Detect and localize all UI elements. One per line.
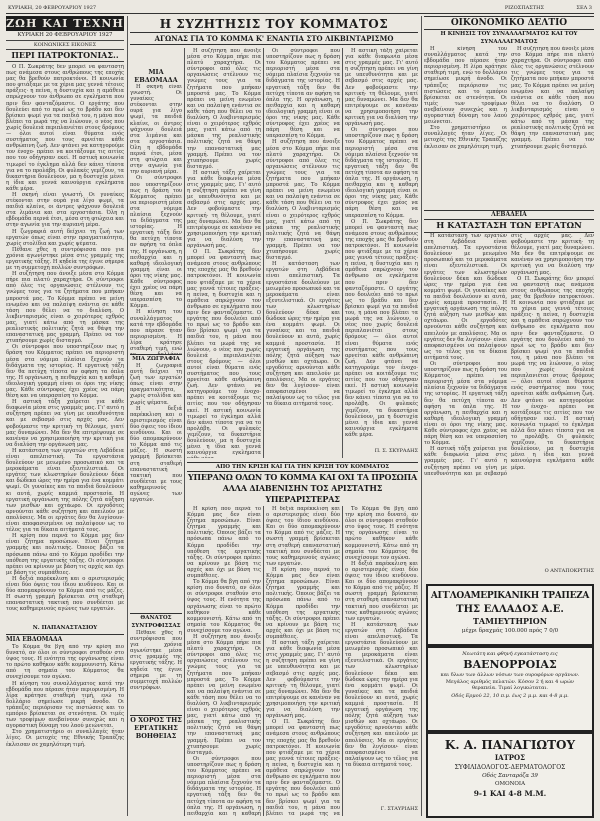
clinic-top-line: Νεωτάτη και φθηνή εγκατάσταση εις [462, 651, 558, 657]
column-divider-5 [263, 506, 264, 816]
week-paragraph-3: Η κίνηση του συναλλάγματος κατά την εβδομάδα που πέρασε ήταν περιορισμένη. Η λίρα κράτησε σταθερή τιμή, ενώ [130, 309, 182, 353]
header-page-number: ΣΕΛ 3 [576, 5, 592, 11]
section-location: ΛΕΒΑΔΕΙΑ [424, 210, 594, 219]
crisis-col-1 [187, 506, 261, 816]
column-divider-4 [342, 48, 343, 458]
death-title: ΘΑΝΑΤΟΣ ΣΥΝΤΡΟΦΙΣΣΑΣ [131, 615, 181, 629]
center-paragraph-3c: Ο Π. Σωκράτης δεν μπορεί να φανταστή πως ανάμεσα στους ανθρώπους της εποχής μας θα βρεθούν πατροκτόνοι. Η κοινωνία που φτιάξαμε με τα χέρια μας γεννά τέτοιες πράξεις· η πείνα, η δυστυχία και η αμάθεια σπρώχνουν τον άνθρωπο σε εγκλήματα που πριν δεν φανταζόμαστε. Ο εργάτης που δουλεύει από το πρωί ως το βράδυ και δεν βρίσκει ψωμί για τα παιδιά του, η μάνα που βλέπει τα μωρά της να λιώνουν, ο νέος που χωρίς δουλειά περιπλανιέται στους δρόμους — όλοι αυτοί είναι θύματα ενός συστήματος που τους αρνείται κάθε ανθρώπινη ζωή. Δεν φτάνει να κατηγορούμε τον ένοχο· πρέπει να κοιτάξουμε τις αιτίες που τον οδήγησαν εκεί. Η αστική κοινωνία τιμωρεί το έγκλημα αλλά δεν κάνει τίποτα για να το προλάβη. Οι φυλακές γεμίζουν, τα δικαστήρια δουλεύουν, μα η δυστυχία μένει η ίδια και γεννά καινούργια εγκλήματα κάθε μέρα. [345, 218, 418, 438]
crisis-paragraph-2c: Η αστική τάξη χαίρεται για κάθε διαφωνία μέσα στις γραμμές μας. Γι' αυτό η συζήτηση πρέπει να γίνη με υπευθυνότητα και με σεβασμό στις αρχές μας. Δεν φοβούμαστε την κριτική· τη θέλουμε, γιατί μας δυναμώνει. Μα δεν θα επιτρέψουμε σε κανέναν να χρησιμοποιήση την κριτική για να διαλύση την οργάνωσή μας. [266, 640, 340, 720]
column-divider [127, 16, 128, 816]
crisis-headline: ΥΠΕΡΑΝΩ ΟΛΩΝ ΤΟ ΚΟΜΜΑ ΚΑΙ ΟΧΙ ΤΑ ΠΡΟΣΩΠΑ ΑΛΛΑ ΔΙΑΒΕΝΙΣΗΝ ΤΟΣ ΑΡΙΣΤΑΤΗΣ ΥΠΕΡΑΡΙΣΤΕΡΑΣ [188, 472, 417, 502]
bank-advertisement [426, 584, 594, 646]
crisis-paragraph-1d: Οι σύντροφοι που υποστηρίζουν πως η δράση του Κόμματος πρέπει να περιοριστή μέσα στα νόμιμα πλαίσια ξεχνούν τα διδάγματα της ιστορίας. Η εργατική τάξη δεν θα πετύχη τίποτα αν αφήση τα όπλα της. Η οργάνωση, η πειθαρχία και η καθαρή [187, 755, 261, 816]
crisis-paragraph-1c: Η συζήτηση που άνοιξε μέσα στο Κόμμα πήρε πια πλατύ χαραχτήρα. Οι σύντροφοι από όλες τις οργανώσεις στέλνουν τις γνώμες τους για τα ζητήματα που μπήκαν μπροστά μας. Το Κόμμα πρέπει να μείνη ενωμένο και να παλαίψη ενάντια σε κάθε τάση που θέλει να το διαλύση. Ο λικβινταρισμός είναι ο χειρότερος εχθρός μας, γιατί κάτω από τη μάσκα της ρεαλιστικής πολιτικής ζητά να θάψη την επαναστατική μας γραμμή. Πρέπει να τον χτυπήσουμε χωρίς δισταγμό. [187, 633, 261, 756]
economic-subheadline: Η ΚΙΝΗΣΙΣ ΤΟΥ ΣΥΝΑΛΛΑΓΜΑΤΟΣ ΚΑΙ ΤΟΥ ΣΥΝΑΛΛΑΓΜΑΤΟΣ [440, 31, 578, 45]
doctor-name: Κ. Α. ΠΑΝΑΓΙΩΤΟΥ [444, 738, 576, 752]
subhead-paragraph: Το Κόμμα θα βγη από την κρίση πιο δυνατό, αν όλοι οι σύντροφοι σταθούν στο ύψος τους. Η ενότητα της οργάνωσης είναι το πρώτο καθήκον κάθε κομμουνιστή. Κάτω από τη σημαία του Κόμματος θα συνεχίσουμε τον αγώνα. [6, 644, 124, 681]
article-paragraph-4: Πέθανε χθες η συντρόφισσα που για χρόνια αγωνίστηκε μέσα στις γραμμές της εργατικής τάξης. Η κηδεία της έγινε σήμερα με τη συμμετοχή πολλών συντρόφων. [6, 246, 124, 272]
header-paper-name: ΡΙΖΟΣΠΑΣΤΗΣ [504, 5, 544, 11]
article-signature: Ν. ΠΑΠΑΝΑΣΤΑΣΙΟΥ [32, 625, 98, 631]
article-paragraph: Ο Π. Σωκράτης δεν μπορεί να φανταστή πως ανάμεσα στους ανθρώπους της εποχής μας θα βρεθούν πατροκτόνοι. Η κοινωνία που φτιάξαμε με τα χέρια μας γεννά τέτοιες πράξεις· η πείνα, η δυστυχία και η αμάθεια σπρώχνουν τον άνθρωπο σε εγκλήματα που πριν δεν φανταζόμαστε. Ο εργάτης που δουλεύει από το πρωί ως το βράδυ και δεν βρίσκει ψωμί για τα παιδιά του, η μάνα που βλέπει τα μωρά της να λιώνουν, ο νέος που χωρίς δουλειά περιπλανιέται στους δρόμους — όλοι αυτοί είναι θύματα ενός συστήματος που τους αρνείται κάθε ανθρώπινη ζωή. Δεν φτάνει να κατηγορούμε τον ένοχο· πρέπει να κοιτάξουμε τις αιτίες που τον οδήγησαν εκεί. Η αστική κοινωνία τιμωρεί το έγκλημα αλλά δεν κάνει τίποτα για να το προλάβη. Οι φυλακές γεμίζουν, τα δικαστήρια δουλεύουν, μα η δυστυχία μένει η ίδια και γεννά καινούργια εγκλήματα κάθε μέρα. [6, 64, 124, 192]
article-paragraph-5: Η συζήτηση που άνοιξε μέσα στο Κόμμα πήρε πια πλατύ χαραχτήρα. Οι σύντροφοι από όλες τις οργανώσεις στέλνουν τις γνώμες τους για τα ζητήματα που μπήκαν μπροστά μας. Το Κόμμα πρέπει να μείνη ενωμένο και να παλαίψη ενάντια σε κάθε τάση που θέλει να το διαλύση. Ο λικβινταρισμός είναι ο χειρότερος εχθρός μας, γιατί κάτω από τη μάσκα της ρεαλιστικής πολιτικής ζητά να θάψη την επαναστατική μας γραμμή. Πρέπει να τον χτυπήσουμε χωρίς δισταγμό. [6, 271, 124, 345]
sub-headline: ΑΓΩΝΑΣ ΓΙΑ ΤΟ ΚΟΜΜΑ Κ' ΕΝΑΝΤΙΑ ΣΤΟ ΛΙΚΒΙΝΤΑΡΙΣΜΟ [130, 32, 418, 45]
article-paragraph-3: Η ζωγραφιά αυτή δείχνει τη ζωή των εργατών όπως είναι στην πραγματικότητα, χωρίς στολίδια και χωρίς ψέματα. [6, 228, 124, 247]
week-paragraph: Η σκηνή είναι γνωστή. Οι γυναίκες στέκονται στην ουρά για λίγο ψωμί, τα παιδιά κλαίνε, οι άντρες ψάχνουν δουλειά στα λιμάνια και στα εργοστάσια. Όλη η εβδομάδα περνά έτσι, μέσα στη φτώχεια και στην αγωνία για την αυριανή μέρα. [130, 84, 182, 176]
masthead-date: ΚΥΡΙΑΚΗ 20 ΦΕΒΡΟΥΑΡΙΟΥ 1927 [6, 31, 124, 41]
economic-paragraph: Η κίνηση του συναλλάγματος κατά την εβδομάδα που πέρασε ήταν περιορισμένη. Η λίρα κράτησε σταθερή τιμή, ενώ το δολλάριο σημείωσε μικρή άνοδο. Οι τράπεζες περιόρισαν τις πιστώσεις και το εμπόριο βρίσκεται σε στενότητα. Οι τιμές των τροφίμων ανεβαίνουν συνεχώς και η αγοραστική δύναμη του λαού μειώνεται. [424, 46, 507, 126]
column-divider-6 [342, 506, 343, 816]
article-paragraph-8: Η κατάσταση των εργατών στη Λεβάδεια είναι απελπιστική. Τα εργοστάσια δουλεύουν με μειωμένο προσωπικό και τα μεροκάματα είναι εξευτελιστικά. Οι εργάτες των κλωστηρίων δουλεύουν δέκα και δώδεκα ώρες την ημέρα για ένα κομμάτι ψωμί. Οι γυναίκες και τα παιδιά δουλεύουν κι αυτά, χωρίς καμμιά προστασία. Η εργατική οργάνωση της πόλης ζητά αύξηση των μισθών και οχτάωρο. Οι εργοδότες αρνούνται κάθε συζήτηση και απειλούν με απολύσεις. Μα οι εργάτες δεν θα λυγίσουν· είναι αποφασισμένοι να παλαίψουν ως το τέλος για τα δίκαια αιτήματά τους. [6, 447, 124, 534]
crisis-col-3 [345, 506, 418, 806]
bank-name-line1: ΑΓΓΛΟΑΜΕΡΙΚΑΝΙΚΗ ΤΡΑΠΕΖΑ [430, 591, 590, 601]
crisis-paragraph-2d: Ο Π. Σωκράτης δεν μπορεί να φανταστή πως ανάμεσα στους ανθρώπους της εποχής μας θα βρεθούν πατροκτόνοι. Η κοινωνία που φτιάξαμε με τα χέρια μας γεννά τέτοιες πράξεις· η πείνα, η δυστυχία και η αμάθεια σπρώχνουν τον άνθρωπο σε εγκλήματα που πριν δεν φανταζόμαστε. Ο εργάτης που δουλεύει από το πρωί ως το βράδυ και δεν βρίσκει ψωμί για τα παιδιά του, η μάνα που βλέπει τα μωρά της να [266, 719, 340, 816]
section-label: ΚΟΙΝΩΝΙΚΕΣ ΕΙΚΟΝΕΣ [33, 42, 97, 48]
doctor-hours: 9-1 ΚΑΙ 4-8 Μ.Μ. [473, 789, 547, 798]
week-title: ΜΙΑ ΕΒΔΟΜΑΔΑ [134, 68, 178, 84]
crisis-signature: Γ. ΣΤΑΥΡΙΔΗΣ [380, 806, 418, 812]
main-headline: Η ΣΥΖΗΤΗΣΙΣ ΤΟΥ ΚΟΜΜΑΤΟΣ [159, 17, 389, 31]
clinic-address: Οδός Ερμού 22, 10 π.μ. έως 2 μ.μ. και 4-8 μ.μ. [451, 692, 569, 699]
crisis-paragraph-3: Το Κόμμα θα βγη από την κρίση πιο δυνατό, αν όλοι οι σύντροφοι σταθούν στο ύψος τους. Η ενότητα της οργάνωσης είναι το πρώτο καθήκον κάθε κομμουνιστή. Κάτω από τη σημαία του Κόμματος θα συνεχίσουμε τον αγώνα. [345, 506, 418, 561]
header-date: ΚΥΡΙΑΚΗ, 20 ΦΕΒΡΟΥΑΡΙΟΥ 1927 [8, 5, 97, 11]
crisis-paragraph-3b: Η δεξιά παρέκκλιση και ο αριστερισμός είναι δύο όψεις του ίδιου κινδύνου. Και οι δύο απομακρύνουν το Κόμμα από τις μάζες. Η σωστή γραμμή βρίσκεται στη σταθερή επαναστατική τακτική που συνδέεται με τους καθημερινούς αγώνες των εργατών. [345, 560, 418, 622]
dance-title: Ο ΧΟΡΟΣ ΤΗΣ ΕΡΓΑΤΙΚΗΣ ΒΟΗΘΕΙΑΣ [130, 716, 182, 740]
workers-headline: Η ΚΑΤΑΣΤΑΣΗ ΤΩΝ ΕΡΓΑΤΩΝ [424, 219, 594, 233]
masthead: ΖΩΗ ΚΑΙ ΤΕΧΝΗ [6, 17, 124, 30]
workers-signature: Ο ΑΝΤΑΠΟΚΡΙΤΗΣ [544, 568, 594, 574]
subhead-paragraph-3: Στο χρηματιστήριο οι συναλλαγές ήταν λίγες. Οι μετοχές της Εθνικής Τραπέζης έκλεισαν σε χαμηλότερη τιμή. [6, 729, 124, 748]
week-body [130, 84, 182, 354]
doctor-area: ΟΜΟΝΟΙΑ [494, 781, 526, 787]
workers-body [424, 233, 594, 568]
subhead-body [6, 644, 124, 784]
subhead-paragraph-2: Η κίνηση του συναλλάγματος κατά την εβδομάδα που πέρασε ήταν περιορισμένη. Η λίρα κράτησε σταθερή τιμή, ενώ το δολλάριο σημείωσε μικρή άνοδο. Οι τράπεζες περιόρισαν τις πιστώσεις και το εμπόριο βρίσκεται σε στενότητα. Οι τιμές των τροφίμων ανεβαίνουν συνεχώς και η αγοραστική δύναμη του λαού μειώνεται. [6, 680, 124, 730]
workers-section [424, 210, 594, 580]
crisis-paragraph-1b: Το Κόμμα θα βγη από την κρίση πιο δυνατό, αν όλοι οι σύντροφοι σταθούν στο ύψος τους. Η ενότητα της οργάνωσης είναι το πρώτο καθήκον κάθε κομμουνιστή. Κάτω από τη σημαία του Κόμματος θα συνεχίσουμε τον αγώνα. [187, 579, 261, 634]
workers-paragraph-2: Οι σύντροφοι που υποστηρίζουν πως η δράση του Κόμματος πρέπει να περιοριστή μέσα στα νόμιμα πλαίσια ξεχνούν τα διδάγματα της ιστορίας. Η εργατική τάξη δεν θα πετύχη τίποτα αν αφήση τα όπλα της. Η οργάνωση, η πειθαρχία και η καθαρή ιδεολογική γραμμή είναι οι όροι της νίκης μας. Κάθε σύντροφος έχει χρέος να πάρη θέση και να υπερασπίση το Κόμμα. [424, 360, 507, 447]
article-paragraph-10: Η δεξιά παρέκκλιση και ο αριστερισμός είναι δύο όψεις του ίδιου κινδύνου. Και οι δύο απομακρύνουν το Κόμμα από τις μάζες. Η σωστή γραμμή βρίσκεται στη σταθερή επαναστατική τακτική που συνδέεται με τους καθημερινούς αγώνες των εργατών. [6, 575, 124, 613]
center-signature: Π. Σ. ΣΚΥΡΑΔΗΣ [374, 448, 418, 454]
center-col-3 [345, 48, 418, 448]
crisis-banner: ΑΠΟ ΤΗΝ ΚΡΙΣΗ ΚΑΙ ΓΙΑ ΤΗΝ ΚΡΙΣΗ ΤΟΥ ΚΟΜΜΑΤΟΣ [187, 462, 418, 472]
economic-paragraph-2: Στο χρηματιστήριο οι συναλλαγές ήταν λίγες. Οι μετοχές της Εθνικής Τραπέζης έκλεισαν σε χαμηλότερη τιμή. [424, 125, 507, 150]
article-paragraph-9: Η κρίση που περνά το Κόμμα μας δεν είναι ζήτημα προσώπων. Είναι ζήτημα γραμμής και πολιτικής. Όποιος βάζει τα πρόσωπα πάνω από το Κόμμα προδίδει την υπόθεση της εργατικής τάξης. Οι σύντροφοι πρέπει να κρίνουν με βάση τις αρχές και όχι με βάση τις συμπάθειες. [6, 533, 124, 576]
crisis-paragraph-2: Η δεξιά παρέκκλιση και ο αριστερισμός είναι δύο όψεις του ίδιου κινδύνου. Και οι δύο απομακρύνουν το Κόμμα από τις μάζες. Η σωστή γραμμή βρίσκεται στη σταθερή επαναστατική τακτική που συνδέεται με τους καθημερινούς αγώνες των εργατών. [266, 506, 340, 567]
crisis-headline-block [187, 462, 418, 502]
painting-body [130, 363, 182, 613]
column-divider-3 [263, 48, 264, 458]
workers-paragraph-3: Η αστική τάξη χαίρεται για κάθε διαφωνία μέσα στις γραμμές μας. Γι' αυτό η συζήτηση πρέπει να γίνη με υπευθυνότητα και με σεβασμό στις αρχές μας. Δεν φοβούμαστε την κριτική· τη θέλουμε, γιατί μας δυναμώνει. Μα δεν θα επιτρέψουμε σε κανέναν να χρησιμοποιήση την κριτική για να διαλύση την οργάνωσή μας. [424, 233, 594, 477]
painting-paragraph-2: Η δεξιά παρέκκλιση και ο αριστερισμός είναι δύο όψεις του ίδιου κινδύνου. Και οι δύο απομακρύνουν το Κόμμα από τις μάζες. Η σωστή γραμμή βρίσκεται στη σταθερή επαναστατική τακτική που συνδέεται με τους καθημερινούς αγώνες των εργατών. [130, 405, 182, 504]
main-headline-block [130, 16, 418, 46]
left-column [6, 16, 124, 816]
center-paragraph-1: Η συζήτηση που άνοιξε μέσα στο Κόμμα πήρε πια πλατύ χαραχτήρα. Οι σύντροφοι από όλες τις οργανώσεις στέλνουν τις γνώμες τους για τα ζητήματα που μπήκαν μπροστά μας. Το Κόμμα πρέπει να μείνη ενωμένο και να παλαίψη ενάντια σε κάθε τάση που θέλει να το διαλύση. Ο λικβινταρισμός είναι ο χειρότερος εχθρός μας, γιατί κάτω από τη μάσκα της ρεαλιστικής πολιτικής ζητά να θάψη την επαναστατική μας γραμμή. Πρέπει να τον χτυπήσουμε χωρίς δισταγμό. [187, 48, 261, 170]
center-col-1 [187, 48, 261, 458]
doctor-address: Οδός Σανταρόζα 39 [482, 773, 538, 779]
article-title: ΠΕΡΙ ΠΑΤΡΟΚΤΟΝΙΑΣ.. [6, 49, 124, 62]
center-paragraph-3b: Οι σύντροφοι που υποστηρίζουν πως η δράση του Κόμματος πρέπει να περιοριστή μέσα στα νόμιμα πλαίσια ξεχνούν τα διδάγματα της ιστορίας. Η εργατική τάξη δεν θα πετύχη τίποτα αν αφήση τα όπλα της. Η οργάνωση, η πειθαρχία και η καθαρή ιδεολογική γραμμή είναι οι όροι της νίκης μας. Κάθε σύντροφος έχει χρέος να πάρη θέση και να υπερασπίση το Κόμμα. [345, 127, 418, 219]
economic-body [424, 46, 594, 206]
economic-paragraph-3: Η συζήτηση που άνοιξε μέσα στο Κόμμα πήρε πια πλατύ χαραχτήρα. Οι σύντροφοι από όλες τις οργανώσεις στέλνουν τις γνώμες τους για τα ζητήματα που μπήκαν μπροστά μας. Το Κόμμα πρέπει να μείνη ενωμένο και να παλαίψη ενάντια σε κάθε τάση που θέλει να το διαλύση. Ο λικβινταρισμός είναι ο χειρότερος εχθρός μας, γιατί κάτω από τη μάσκα της ρεαλιστικής πολιτικής ζητά να θάψη την επαναστατική μας γραμμή. Πρέπει να τον χτυπήσουμε χωρίς δισταγμό. [511, 46, 594, 150]
economic-headline: ΟΙΚΟΝΟΜΙΚΟ ΔΕΛΤΙΟ [424, 16, 594, 30]
center-paragraph-2b: Η συζήτηση που άνοιξε μέσα στο Κόμμα πήρε πια πλατύ χαραχτήρα. Οι σύντροφοι από όλες τις οργανώσεις στέλνουν τις γνώμες τους για τα ζητήματα που μπήκαν μπροστά μας. Το Κόμμα πρέπει να μείνη ενωμένο και να παλαίψη ενάντια σε κάθε τάση που θέλει να το διαλύση. Ο λικβινταρισμός είναι ο χειρότερος εχθρός μας, γιατί κάτω από τη μάσκα της ρεαλιστικής πολιτικής ζητά να θάψη την επαναστατική μας γραμμή. Πρέπει να τον χτυπήσουμε χωρίς δισταγμό. [266, 139, 340, 262]
article-paragraph-7: Η αστική τάξη χαίρεται για κάθε διαφωνία μέσα στις γραμμές μας. Γι' αυτό η συζήτηση πρέπει να γίνη με υπευθυνότητα και με σεβασμό στις αρχές μας. Δεν φοβούμαστε την κριτική· τη θέλουμε, γιατί μας δυναμώνει. Μα δεν θα επιτρέψουμε σε κανέναν να χρησιμοποιήση την κριτική για να διαλύση την οργάνωσή μας. [6, 399, 124, 448]
doctor-advertisement [426, 732, 594, 818]
article-paragraph-2: Η σκηνή είναι γνωστή. Οι γυναίκες στέκονται στην ουρά για λίγο ψωμί, τα παιδιά κλαίνε, οι άντρες ψάχνουν δουλειά στα λιμάνια και στα εργοστάσια. Όλη η εβδομάδα περνά έτσι, μέσα στη φτώχεια και στην αγωνία για την αυριανή μέρα. [6, 191, 124, 229]
clinic-body: και δλων των άλλων νόσων των ουροφόρων οργάνων. Μεγάλος αριθμός πελατών. Κόσον 2 ή και 4 ωρών θεραπεία. Τιμαί λογικώταται. [440, 672, 580, 691]
crisis-paragraph-3c: Η κατάσταση των εργατών στη Λεβάδεια είναι απελπιστική. Τα εργοστάσια δουλεύουν με μειωμένο προσωπικό και τα μεροκάματα είναι εξευτελιστικά. Οι εργάτες των κλωστηρίων δουλεύουν δέκα και δώδεκα ώρες την ημέρα για ένα κομμάτι ψωμί. Οι γυναίκες και τα παιδιά δουλεύουν κι αυτά, χωρίς καμμιά προστασία. Η εργατική οργάνωση της πόλης ζητά αύξηση των μισθών και οχτάωρο. Οι εργοδότες αρνούνται κάθε συζήτηση και απειλούν με απολύσεις. Μα οι εργάτες δεν θα λυγίσουν· είναι αποφασισμένοι να παλαίψουν ως το τέλος για τα δίκαια αιτήματά τους. [345, 621, 418, 768]
economic-section [424, 16, 594, 206]
bank-rate: μέχρι δραχμάς 100.000 πρός 7 0/0 [461, 628, 559, 634]
center-col-2 [266, 48, 340, 458]
workers-paragraph: Η κατάσταση των εργατών στη Λεβάδεια είναι απελπιστική. Τα εργοστάσια δουλεύουν με μειωμένο προσωπικό και τα μεροκάματα είναι εξευτελιστικά. Οι εργάτες των κλωστηρίων δουλεύουν δέκα και δώδεκα ώρες την ημέρα για ένα κομμάτι ψωμί. Οι γυναίκες και τα παιδιά δουλεύουν κι αυτά, χωρίς καμμιά προστασία. Η εργατική οργάνωση της πόλης ζητά αύξηση των μισθών και οχτάωρο. Οι εργοδότες αρνούνται κάθε συζήτηση και απειλούν με απολύσεις. Μα οι εργάτες δεν θα λυγίσουν· είναι αποφασισμένοι να παλαίψουν ως το τέλος για τα δίκαια αιτήματά τους. [424, 233, 507, 361]
painting-paragraph: Η ζωγραφιά αυτή δείχνει τη ζωή των εργατών όπως είναι στην πραγματικότητα, χωρίς στολίδια και χωρίς ψέματα. [130, 363, 182, 406]
article-paragraph-6: Οι σύντροφοι που υποστηρίζουν πως η δράση του Κόμματος πρέπει να περιοριστή μέσα στα νόμιμα πλαίσια ξεχνούν τα διδάγματα της ιστορίας. Η εργατική τάξη δεν θα πετύχη τίποτα αν αφήση τα όπλα της. Η οργάνωση, η πειθαρχία και η καθαρή ιδεολογική γραμμή είναι οι όροι της νίκης μας. Κάθε σύντροφος έχει χρέος να πάρη θέση και να υπερασπίση το Κόμμα. [6, 344, 124, 400]
subhead-title: ΜΙΑ ΕΒΔΟΜΑΔΑ [6, 636, 63, 643]
painting-title: ΜΙΑ ΖΩΓΡΑΦΙΑ [130, 354, 182, 363]
center-paragraph-2: Οι σύντροφοι που υποστηρίζουν πως η δράση του Κόμματος πρέπει να περιοριστή μέσα στα νόμιμα πλαίσια ξεχνούν τα διδάγματα της ιστορίας. Η εργατική τάξη δεν θα πετύχη τίποτα αν αφήση τα όπλα της. Η οργάνωση, η πειθαρχία και η καθαρή ιδεολογική γραμμή είναι οι όροι της νίκης μας. Κάθε σύντροφος έχει χρέος να πάρη θέση και να υπερασπίση το Κόμμα. [266, 48, 340, 140]
crisis-paragraph-1: Η κρίση που περνά το Κόμμα μας δεν είναι ζήτημα προσώπων. Είναι ζήτημα γραμμής και πολιτικής. Όποιος βάζει τα πρόσωπα πάνω από το Κόμμα προδίδει την υπόθεση της εργατικής τάξης. Οι σύντροφοι πρέπει να κρίνουν με βάση τις αρχές και όχι με βάση τις συμπάθειες. [187, 506, 261, 580]
doctor-specialty: ΣΥΦΙΛΙΔΟΛΟΓΟΣ-ΔΕΡΜΑΤΟΛΟΓΟΣ [454, 764, 566, 771]
doctor-title: ΙΑΤΡΟΣ [494, 753, 526, 762]
center-paragraph-1c: Ο Π. Σωκράτης δεν μπορεί να φανταστή πως ανάμεσα στους ανθρώπους της εποχής μας θα βρεθούν πατροκτόνοι. Η κοινωνία που φτιάξαμε με τα χέρια μας γεννά τέτοιες πράξεις· η πείνα, η δυστυχία και η αμάθεια σπρώχνουν τον άνθρωπο σε εγκλήματα που πριν δεν φανταζόμαστε. Ο εργάτης που δουλεύει από το πρωί ως το βράδυ και δεν βρίσκει ψωμί για τα παιδιά του, η μάνα που βλέπει τα μωρά της να λιώνουν, ο νέος που χωρίς δουλειά περιπλανιέται στους δρόμους — όλοι αυτοί είναι θύματα ενός συστήματος που τους αρνείται κάθε ανθρώπινη ζωή. Δεν φτάνει να κατηγορούμε τον ένοχο· πρέπει να κοιτάξουμε τις αιτίες που τον οδήγησαν εκεί. Η αστική κοινωνία τιμωρεί το έγκλημα αλλά δεν κάνει τίποτα για να το προλάβη. Οι φυλακές γεμίζουν, τα δικαστήρια δουλεύουν, μα η δυστυχία μένει η ίδια και γεννά καινούργια εγκλήματα [187, 249, 261, 457]
column-divider-7 [421, 16, 422, 816]
clinic-name: ΒΑΕΝΟΡΡΟΙΑΣ [463, 658, 557, 671]
crisis-paragraph-2b: Η κρίση που περνά το Κόμμα μας δεν είναι ζήτημα προσώπων. Είναι ζήτημα γραμμής και πολιτικής. Όποιος βάζει τα πρόσωπα πάνω από το Κόμμα προδίδει την υπόθεση της εργατικής τάξης. Οι σύντροφοι πρέπει να κρίνουν με βάση τις αρχές και όχι με βάση τις συμπάθειες. [266, 566, 340, 640]
death-paragraph: Πέθανε χθες η συντρόφισσα που για χρόνια αγωνίστηκε μέσα στις γραμμές της εργατικής τάξης. Η κηδεία της έγινε σήμερα με τη συμμετοχή πολλών συντρόφων. [130, 630, 182, 691]
clinic-advertisement [426, 646, 594, 732]
bank-savings: ΤΑΜΙΕΥΤΗΡΙΟΝ [472, 616, 548, 626]
bank-name-line2: ΤΗΣ ΕΛΛΑΔΟΣ Α.Ε. [456, 604, 564, 615]
center-paragraph-1b: Η αστική τάξη χαίρεται για κάθε διαφωνία μέσα στις γραμμές μας. Γι' αυτό η συζήτηση πρέπει να γίνη με υπευθυνότητα και με σεβασμό στις αρχές μας. Δεν φοβούμαστε την κριτική· τη θέλουμε, γιατί μας δυναμώνει. Μα δεν θα επιτρέψουμε σε κανέναν να χρησιμοποιήση την κριτική για να διαλύση την οργάνωσή μας. [187, 169, 261, 249]
center-paragraph-3: Η αστική τάξη χαίρεται για κάθε διαφωνία μέσα στις γραμμές μας. Γι' αυτό η συζήτηση πρέπει να γίνη με υπευθυνότητα και με σεβασμό στις αρχές μας. Δεν φοβούμαστε την κριτική· τη θέλουμε, γιατί μας δυναμώνει. Μα δεν θα επιτρέψουμε σε κανέναν να χρησιμοποιήση την κριτική για να διαλύση την οργάνωσή μας. [345, 48, 418, 128]
center-paragraph-2c: Η κατάσταση των εργατών στη Λεβάδεια είναι απελπιστική. Τα εργοστάσια δουλεύουν με μειωμένο προσωπικό και τα μεροκάματα είναι εξευτελιστικά. Οι εργάτες των κλωστηρίων δουλεύουν δέκα και δώδεκα ώρες την ημέρα για ένα κομμάτι ψωμί. Οι γυναίκες και τα παιδιά δουλεύουν κι αυτά, χωρίς καμμιά προστασία. Η εργατική οργάνωση της πόλης ζητά αύξηση των μισθών και οχτάωρο. Οι εργοδότες αρνούνται κάθε συζήτηση και απειλούν με απολύσεις. Μα οι εργάτες δεν θα λυγίσουν· είναι αποφασισμένοι να παλαίψουν ως το τέλος για τα δίκαια αιτήματά τους. [266, 261, 340, 408]
week-paragraph-2: Οι σύντροφοι που υποστηρίζουν πως η δράση του Κόμματος πρέπει να περιοριστή μέσα στα νόμιμα πλαίσια ξεχνούν τα διδάγματα της ιστορίας. Η εργατική τάξη δεν θα πετύχη τίποτα αν αφήση τα όπλα της. Η οργάνωση, η πειθαρχία και η καθαρή ιδεολογική γραμμή είναι οι όροι της νίκης μας. Κάθε σύντροφος έχει χρέος να πάρη θέση και να υπερασπίση το Κόμμα. [130, 175, 182, 310]
second-column [130, 48, 182, 816]
death-body [130, 630, 182, 715]
crisis-col-2 [266, 506, 340, 816]
page-header-bar [6, 3, 594, 14]
article-body [6, 64, 124, 624]
column-divider-2 [184, 48, 185, 816]
workers-paragraph-4: Ο Π. Σωκράτης δεν μπορεί να φανταστή πως ανάμεσα στους ανθρώπους της εποχής μας θα βρεθούν πατροκτόνοι. Η κοινωνία που φτιάξαμε με τα χέρια μας γεννά τέτοιες πράξεις· η πείνα, η δυστυχία και η αμάθεια σπρώχνουν τον άνθρωπο σε εγκλήματα που πριν δεν φανταζόμαστε. Ο εργάτης που δουλεύει από το πρωί ως το βράδυ και δεν βρίσκει ψωμί για τα παιδιά του, η μάνα που βλέπει τα μωρά της να λιώνουν, ο νέος που χωρίς δουλειά περιπλανιέται στους δρόμους — όλοι αυτοί είναι θύματα ενός συστήματος που τους αρνείται κάθε ανθρώπινη ζωή. Δεν φτάνει να κατηγορούμε τον ένοχο· πρέπει να κοιτάξουμε τις αιτίες που τον οδήγησαν εκεί. Η αστική κοινωνία τιμωρεί το έγκλημα αλλά δεν κάνει τίποτα για να το προλάβη. Οι φυλακές γεμίζουν, τα δικαστήρια δουλεύουν, μα η δυστυχία μένει η ίδια και γεννά καινούργια εγκλήματα κάθε μέρα. [511, 275, 594, 471]
